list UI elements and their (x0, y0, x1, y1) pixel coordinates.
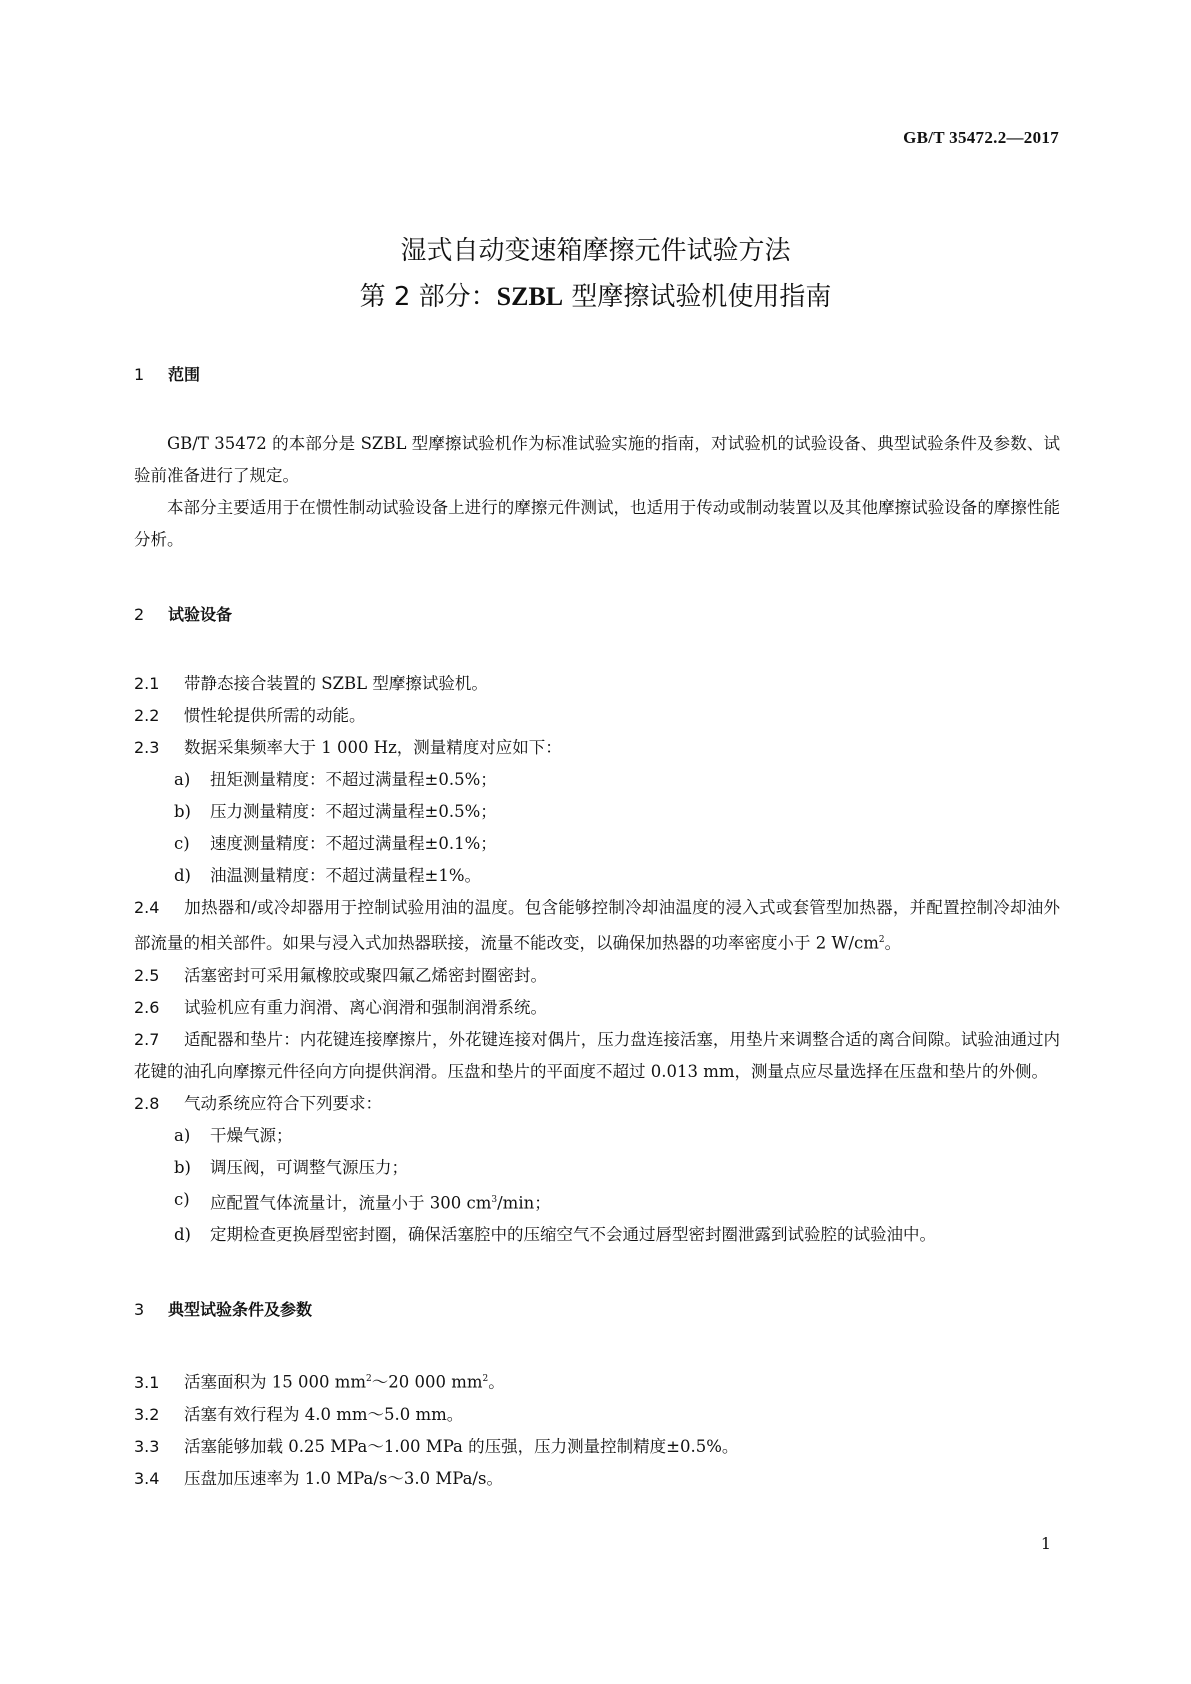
clause-3-2 (134, 1399, 1060, 1431)
spacer (134, 630, 1060, 668)
clause-number: 3.2 (134, 1404, 160, 1424)
scope-paragraph-2: 本部分主要适用于在惯性制动试验设备上进行的摩擦元件测试，也适用于传动或制动装置以及其他摩擦试验设备的摩擦性能分析。 (134, 498, 1060, 549)
list-item (134, 828, 1060, 860)
clause-2-8 (134, 1088, 1060, 1120)
list-item (134, 860, 1060, 892)
clause-text-end: 。 (884, 933, 902, 953)
item-text: 应配置气体流量计，流量小于 300 cm (210, 1193, 492, 1212)
section-number: 2 (134, 605, 145, 624)
title-subtitle: 型摩擦试验机使用指南 (563, 282, 832, 312)
clause-3-1 (134, 1363, 1060, 1399)
list-item (134, 1152, 1060, 1184)
spacer (134, 1325, 1060, 1363)
item-text: 定期检查更换唇型密封圈，确保活塞腔中的压缩空气不会通过唇型密封圈泄露到试验腔的试验油中。 (210, 1225, 936, 1244)
list-item (134, 1219, 1060, 1251)
clause-text: 适配器和垫片：内花键连接摩擦片，外花键连接对偶片，压力盘连接活塞，用垫片来调整合适的离合间隙。试验油通过内花键的油孔向摩擦元件径向方向提供润滑。压盘和垫片的平面度不超过 0.013 mm，测量点应尽量选择在压盘和垫片的外侧。 (134, 1029, 1060, 1081)
item-text: 压力测量精度：不超过满量程±0.5%； (210, 802, 497, 821)
item-label: d) (174, 866, 191, 885)
clause-text: 惯性轮提供所需的动能。 (184, 706, 366, 725)
page-number: 1 (1040, 1534, 1051, 1553)
superscript: 2 (482, 1374, 489, 1384)
title-line-1: 湿式自动变速箱摩擦元件试验方法 (400, 236, 791, 266)
clause-number: 3.3 (134, 1436, 160, 1456)
clause-text: 活塞有效行程为 4.0 mm～5.0 mm。 (184, 1404, 464, 1424)
item-label: d) (174, 1225, 191, 1244)
clause-text: 活塞面积为 15 000 mm (184, 1372, 367, 1392)
clause-2-1 (134, 668, 1060, 700)
clause-number: 2.4 (134, 898, 160, 917)
clause-text: 活塞能够加载 0.25 MPa～1.00 MPa 的压强，压力测量控制精度±0.5%。 (184, 1436, 739, 1456)
spacer (134, 390, 1060, 428)
document-body (134, 360, 1060, 1495)
item-label: a) (174, 770, 191, 789)
superscript: 3 (491, 1194, 498, 1205)
superscript: 2 (366, 1374, 372, 1384)
item-text: 干燥气源； (210, 1125, 293, 1145)
clause-text: 加热器和/或冷却器用于控制试验用油的温度。包含能够控制冷却油温度的浸入式或套管型加热器，并配置控制冷却油外部流量的相关部件。如果与浸入式加热器联接，流量不能改变，以确保加热器的功率密度小于 2 W/cm (134, 898, 1060, 953)
clause-text: 压盘加压速率为 1.0 MPa/s～3.0 MPa/s。 (184, 1468, 503, 1488)
item-label: c) (174, 1189, 190, 1209)
clause-2-4 (134, 892, 1060, 960)
title-part-label: 第 2 部分： (359, 282, 497, 312)
title-model-name: SZBL (496, 282, 564, 311)
list-item (134, 1120, 1060, 1152)
clause-3-4 (134, 1463, 1060, 1495)
clause-2-7 (134, 1024, 1060, 1088)
item-text-end: /min； (497, 1193, 551, 1212)
item-text: 速度测量精度：不超过满量程±0.1%； (210, 834, 497, 853)
superscript: 2 (878, 935, 885, 945)
section-number: 1 (134, 365, 145, 384)
clause-3-3 (134, 1431, 1060, 1463)
clause-2-5 (134, 960, 1060, 992)
clause-number: 2.6 (134, 997, 160, 1017)
item-label: a) (174, 1125, 191, 1145)
clause-number: 2.3 (134, 738, 160, 757)
clause-number: 2.5 (134, 965, 160, 985)
section-title: 范围 (168, 365, 201, 384)
clause-2-2 (134, 700, 1060, 732)
document-title (0, 228, 1191, 320)
spacer (134, 556, 1060, 600)
section-number: 3 (134, 1300, 145, 1319)
clause-number: 2.7 (134, 1029, 160, 1049)
clause-2-3 (134, 732, 1060, 764)
clause-text: 气动系统应符合下列要求： (184, 1093, 382, 1113)
clause-number: 2.1 (134, 674, 160, 693)
item-label: c) (174, 834, 190, 853)
scope-paragraph-1: GB/T 35472 的本部分是 SZBL 型摩擦试验机作为标准试验实施的指南，对试验机的试验设备、典型试验条件及参数、试验前准备进行了规定。 (134, 434, 1060, 485)
standard-number: GB/T 35472.2—2017 (903, 128, 1059, 147)
item-text: 油温测量精度：不超过满量程±1%。 (210, 866, 482, 885)
clause-number: 2.8 (134, 1093, 160, 1113)
clause-number: 2.2 (134, 706, 160, 725)
clause-text: 数据采集频率大于 1 000 Hz，测量精度对应如下： (184, 738, 562, 757)
clause-number: 3.4 (134, 1468, 160, 1488)
clause-text-end: 。 (488, 1372, 505, 1392)
section-title: 典型试验条件及参数 (168, 1300, 313, 1319)
item-label: b) (174, 802, 191, 821)
clause-2-6 (134, 992, 1060, 1024)
section-title: 试验设备 (168, 605, 233, 624)
section-1-heading (134, 360, 1060, 390)
title-line-2 (0, 274, 1191, 320)
item-text: 调压阀，可调整气源压力； (210, 1157, 408, 1177)
list-item (134, 796, 1060, 828)
item-label: b) (174, 1157, 191, 1177)
list-item (134, 1184, 1060, 1220)
clause-text: 试验机应有重力润滑、离心润滑和强制润滑系统。 (184, 997, 547, 1017)
clause-text: 活塞密封可采用氟橡胶或聚四氟乙烯密封圈密封。 (184, 965, 547, 985)
clause-text: 带静态接合装置的 SZBL 型摩擦试验机。 (184, 674, 488, 693)
clause-number: 3.1 (134, 1372, 160, 1392)
spacer (134, 1251, 1060, 1295)
item-text: 扭矩测量精度：不超过满量程±0.5%； (210, 770, 497, 789)
clause-text-mid: ～20 000 mm (371, 1372, 483, 1392)
section-3-heading (134, 1295, 1060, 1325)
list-item (134, 764, 1060, 796)
section-2-heading (134, 600, 1060, 630)
